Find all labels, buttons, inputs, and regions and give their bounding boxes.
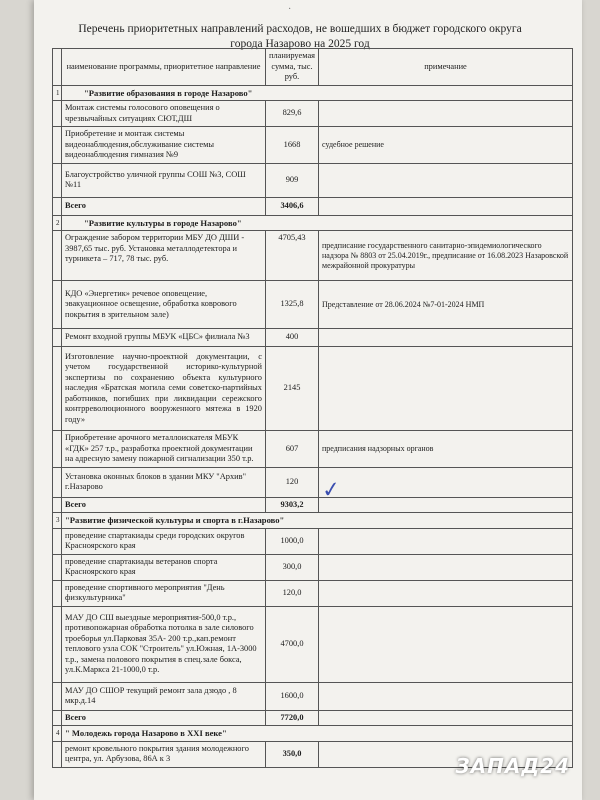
table-row bbox=[53, 281, 573, 329]
total-row bbox=[53, 197, 573, 215]
item-sum: 1668 bbox=[266, 127, 319, 164]
title-line-1: Перечень приоритетных направлений расходов, не вошедших в бюджет городского округа bbox=[78, 23, 522, 35]
total-label: Всего bbox=[62, 710, 266, 726]
item-note bbox=[319, 554, 573, 580]
section-row bbox=[53, 215, 573, 231]
item-note bbox=[319, 606, 573, 682]
item-note: предписание государственного санитарно-эпидемиологического надзора № 8803 от 25.04.2019г., предписание от 16.08.2023 Назаровской межрайонной прокуратуры bbox=[319, 231, 573, 281]
section-number: 4 bbox=[53, 726, 62, 742]
item-sum: 4705,43 bbox=[266, 231, 319, 281]
item-name: ремонт кровельного покрытия здания молодежного центра, ул. Арбузова, 86А к 3 bbox=[62, 741, 266, 767]
item-name: Изготовление научно-проектной документации, с учетом государственной историко-культурной экспертизы по сохранению объекта культурного наследия «Братская могила семи советско-партийных работников, погибших при ликвидации сережского контрреволюционного вооруженного мятежа в 1920 году» bbox=[62, 347, 266, 431]
item-name: Ремонт входной группы МБУК «ЦБС» филиала №3 bbox=[62, 329, 266, 347]
table-row bbox=[53, 101, 573, 127]
item-sum: 120 bbox=[266, 467, 319, 497]
item-name: Приобретение арочного металлоискателя МБУК «ГДК» 257 т.р., разработка проектной документации на адресную замену пожарной сигнализации 350 т.р. bbox=[62, 431, 266, 468]
total-sum: 7720,0 bbox=[266, 710, 319, 726]
item-name: Ограждение забором территории МБУ ДО ДШИ - 3987,65 тыс. руб. Установка металлодетектора и турникета – 717, 78 тыс. руб. bbox=[62, 231, 266, 281]
item-name: МАУ ДО СШОР текущий ремонт зала дзюдо , 8 мкр.д.14 bbox=[62, 682, 266, 710]
item-note: судебное решение bbox=[319, 127, 573, 164]
header-name: наименование программы, приоритетное направление bbox=[62, 49, 266, 86]
item-sum: 607 bbox=[266, 431, 319, 468]
punch-hole-mark: · bbox=[288, 4, 292, 15]
total-row bbox=[53, 710, 573, 726]
item-note bbox=[319, 101, 573, 127]
section-number: 1 bbox=[53, 85, 62, 101]
item-note bbox=[319, 347, 573, 431]
item-sum: 1600,0 bbox=[266, 682, 319, 710]
item-note bbox=[319, 682, 573, 710]
header-index-cell bbox=[53, 49, 62, 86]
table-row bbox=[53, 163, 573, 197]
section-row bbox=[53, 726, 573, 742]
total-label: Всего bbox=[62, 497, 266, 513]
item-name: проведение спортивного мероприятия "День физкультурника" bbox=[62, 580, 266, 606]
item-name: МАУ ДО СШ выездные мероприятия-500,0 т.р., противопожарная обработка потолка в зале силового троеборья ул.Парковая 35А- 200 т.р.,кап.ремонт теплового узла СОК "Строитель" ул.Южная, 1А-3000 т.р., замена полового покрытия в спец.зале бокса, ул.К.Маркса 21-1000,0 т.р. bbox=[62, 606, 266, 682]
item-sum: 1000,0 bbox=[266, 528, 319, 554]
section-title: "Развитие физической культуры и спорта в г.Назарово" bbox=[62, 513, 573, 529]
item-sum: 909 bbox=[266, 163, 319, 197]
item-name: проведение спартакиады ветеранов спорта Красноярского края bbox=[62, 554, 266, 580]
table-row bbox=[53, 606, 573, 682]
item-note bbox=[319, 329, 573, 347]
item-sum: 2145 bbox=[266, 347, 319, 431]
check-mark-icon: ✓ bbox=[320, 477, 342, 504]
table-row bbox=[53, 347, 573, 431]
section-title: "Развитие культуры в городе Назарово" bbox=[62, 215, 573, 231]
item-note bbox=[319, 163, 573, 197]
section-row bbox=[53, 513, 573, 529]
item-note: Представление от 28.06.2024 №7-01-2024 НМП bbox=[319, 281, 573, 329]
header-note: примечание bbox=[319, 49, 573, 86]
table-row bbox=[53, 431, 573, 468]
item-sum: 1325,8 bbox=[266, 281, 319, 329]
header-sum: планируемая сумма, тыс. руб. bbox=[266, 49, 319, 86]
item-name: КДО «Энергетик» речевое оповещение, эвакуационное освещение, обработка коврового покрытия в зрительном зале) bbox=[62, 281, 266, 329]
item-note: предписания надзорных органов bbox=[319, 431, 573, 468]
total-label: Всего bbox=[62, 197, 266, 215]
table-row bbox=[53, 528, 573, 554]
table-row bbox=[53, 580, 573, 606]
item-sum: 350,0 bbox=[266, 741, 319, 767]
table-row bbox=[53, 231, 573, 281]
item-name: Приобретение и монтаж системы видеонаблюдения,обслуживание системы видеонаблюдения гимназия №9 bbox=[62, 127, 266, 164]
title-line-2: города Назарово на 2025 год bbox=[230, 38, 370, 50]
item-name: Установка оконных блоков в здании МКУ "Архив" г.Назарово bbox=[62, 467, 266, 497]
item-sum: 829,6 bbox=[266, 101, 319, 127]
section-row bbox=[53, 85, 573, 101]
item-name: проведение спартакиады среди городских округов Красноярского края bbox=[62, 528, 266, 554]
item-sum: 300,0 bbox=[266, 554, 319, 580]
total-sum: 3406,6 bbox=[266, 197, 319, 215]
table-header-row bbox=[53, 49, 573, 86]
watermark-logo: ЗАПАД24 bbox=[455, 754, 570, 778]
expenses-table bbox=[52, 48, 573, 768]
item-sum: 4700,0 bbox=[266, 606, 319, 682]
item-name: Благоустройство уличной группы СОШ №3, СОШ №11 bbox=[62, 163, 266, 197]
total-row bbox=[53, 497, 573, 513]
table-row bbox=[53, 127, 573, 164]
item-sum: 120,0 bbox=[266, 580, 319, 606]
total-sum: 9303,2 bbox=[266, 497, 319, 513]
section-number: 2 bbox=[53, 215, 62, 231]
section-title: " Молодежь города Назарово в XXI веке" bbox=[62, 726, 573, 742]
item-note bbox=[319, 528, 573, 554]
item-note bbox=[319, 580, 573, 606]
item-sum: 400 bbox=[266, 329, 319, 347]
section-title: "Развитие образования в городе Назарово" bbox=[62, 85, 573, 101]
table-row bbox=[53, 682, 573, 710]
table-row bbox=[53, 554, 573, 580]
item-name: Монтаж системы голосового оповещения о чрезвычайных ситуациях СЮТ,ДШ bbox=[62, 101, 266, 127]
item-note bbox=[319, 467, 573, 497]
table-row bbox=[53, 467, 573, 497]
section-number: 3 bbox=[53, 513, 62, 529]
table-row bbox=[53, 329, 573, 347]
